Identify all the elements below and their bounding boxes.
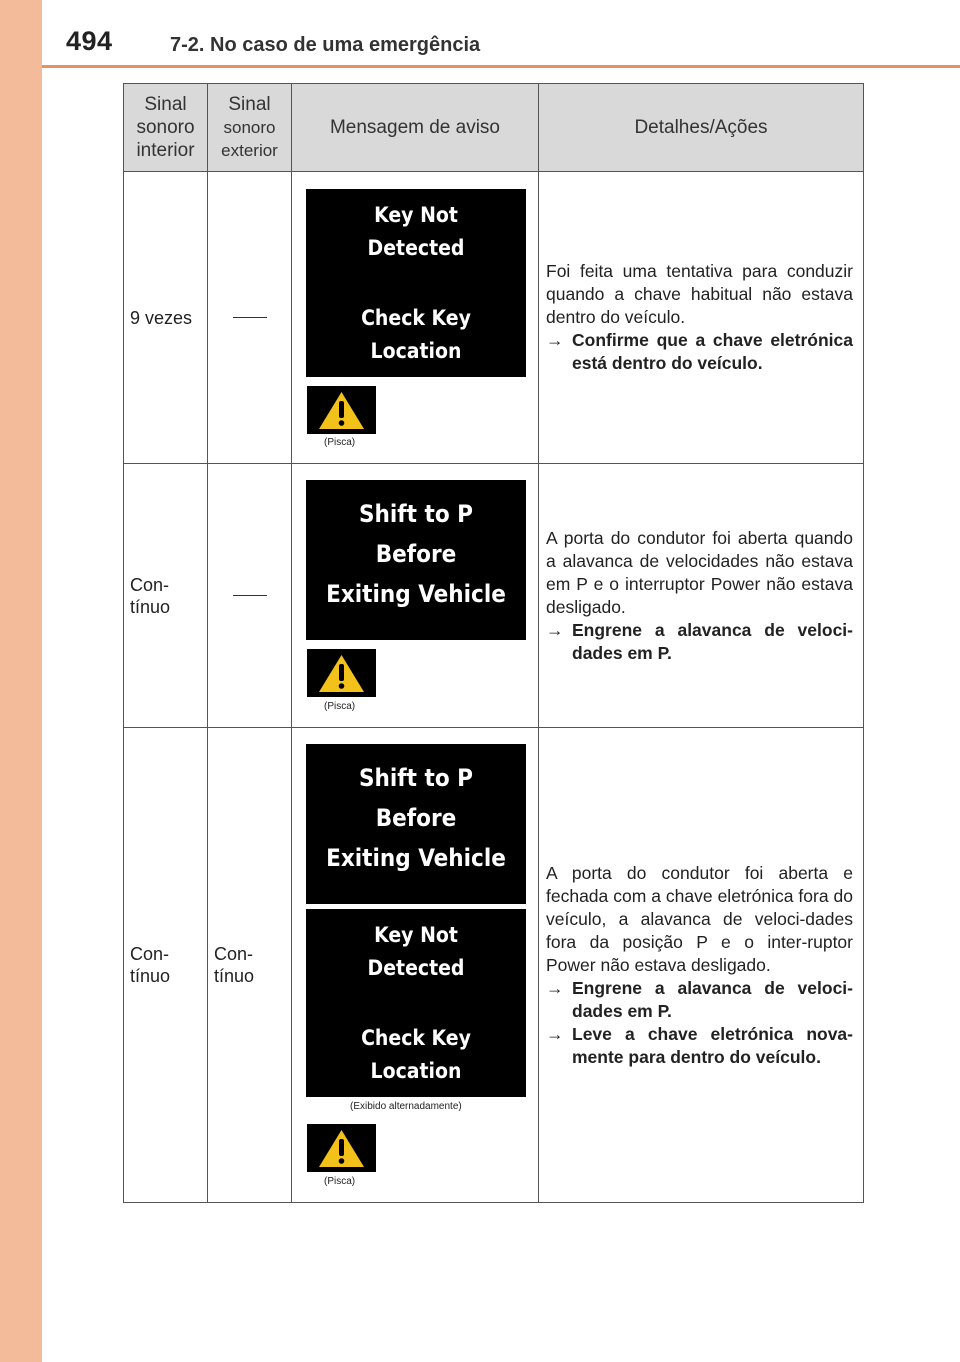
interior-beep bbox=[124, 728, 208, 1203]
header-message: Mensagem de aviso bbox=[292, 84, 539, 172]
display-line: Detected bbox=[367, 236, 465, 260]
table-row bbox=[124, 728, 864, 1203]
table-row bbox=[124, 464, 864, 728]
arrow-icon: → bbox=[546, 330, 564, 350]
exterior-beep bbox=[208, 464, 292, 728]
details-description: A porta do condutor foi aberta quando a alavanca de velocidades não estava em P e o interruptor Power não estava desligado. bbox=[546, 527, 853, 617]
details-description: Foi feita uma tentativa para conduzir quando a chave habitual não estava dentro do veículo. bbox=[546, 261, 853, 327]
details-action bbox=[546, 329, 853, 375]
details-action bbox=[546, 1023, 853, 1069]
display-shift-to-p bbox=[306, 480, 526, 640]
header-divider bbox=[42, 65, 960, 68]
interior-beep bbox=[124, 172, 208, 464]
display-line: Location bbox=[370, 1059, 462, 1083]
message-cell bbox=[292, 464, 539, 728]
warning-triangle-icon bbox=[307, 649, 376, 697]
table-header-row bbox=[124, 84, 864, 172]
exterior-beep bbox=[208, 172, 292, 464]
details-action bbox=[546, 977, 853, 1023]
interior-beep bbox=[124, 464, 208, 728]
no-beep-dash bbox=[233, 595, 267, 596]
details-cell bbox=[539, 464, 864, 728]
interior-beep-l2: tínuo bbox=[130, 596, 171, 617]
exterior-beep bbox=[208, 728, 292, 1203]
page-number: 494 bbox=[66, 26, 113, 56]
display-line: Shift to P bbox=[358, 500, 474, 528]
display-line: Exiting Vehicle bbox=[326, 580, 506, 608]
display-key-not-detected bbox=[306, 189, 526, 377]
display-line: Key Not bbox=[374, 923, 458, 947]
blink-caption: (Pisca) bbox=[324, 1176, 356, 1187]
interior-beep-l2: tínuo bbox=[130, 966, 171, 986]
blink-caption: (Pisca) bbox=[324, 701, 356, 712]
header-exterior-l2: sonoro bbox=[223, 118, 276, 137]
header-interior-l1: Sinal bbox=[144, 94, 187, 115]
arrow-icon: → bbox=[546, 619, 564, 640]
display-line: Check Key bbox=[361, 306, 471, 330]
details-cell bbox=[539, 728, 864, 1203]
warning-triangle-icon bbox=[307, 386, 376, 434]
display-line: Before bbox=[375, 804, 457, 832]
header-exterior-l3: exterior bbox=[221, 141, 278, 160]
no-beep-dash bbox=[233, 317, 267, 318]
display-line: Key Not bbox=[374, 203, 458, 227]
display-line: Check Key bbox=[361, 1026, 471, 1050]
side-tab-strip bbox=[0, 0, 42, 1362]
warning-triangle-icon bbox=[307, 1124, 376, 1172]
details-action bbox=[546, 619, 853, 665]
arrow-icon: → bbox=[546, 977, 564, 998]
action-text: Leve a chave eletrónica nova-mente para dentro do veículo. bbox=[572, 1023, 853, 1067]
display-line: Detected bbox=[367, 956, 465, 980]
header-exterior-l1: Sinal bbox=[228, 94, 271, 115]
interior-beep-text: 9 vezes bbox=[130, 307, 193, 328]
display-line: Before bbox=[375, 540, 457, 568]
warning-table bbox=[123, 83, 864, 1203]
arrow-icon: → bbox=[546, 1023, 564, 1044]
action-text: Engrene a alavanca de veloci-dades em P. bbox=[572, 619, 853, 663]
table-row bbox=[124, 172, 864, 464]
details-description: A porta do condutor foi aberta e fechada com a chave eletrónica fora do veículo, a alavanca de veloci-dades fora da posição P e o inter-ruptor Power não estava desligado. bbox=[546, 862, 853, 975]
header-interior bbox=[124, 84, 208, 172]
message-cell bbox=[292, 172, 539, 464]
action-text: Engrene a alavanca de veloci-dades em P. bbox=[572, 977, 853, 1021]
page-header bbox=[42, 0, 960, 66]
interior-beep-l1: Con- bbox=[130, 944, 170, 964]
header-interior-l2: sonoro bbox=[136, 117, 195, 138]
message-cell bbox=[292, 728, 539, 1203]
display-key-not-detected bbox=[306, 909, 526, 1097]
display-line: Location bbox=[370, 339, 462, 363]
section-title: 7-2. No caso de uma emergência bbox=[170, 34, 481, 56]
alternate-caption: (Exibido alternadamente) bbox=[350, 1101, 462, 1112]
blink-caption: (Pisca) bbox=[324, 437, 356, 448]
header-exterior bbox=[208, 84, 292, 172]
display-shift-to-p bbox=[306, 744, 526, 904]
exterior-beep-l2: tínuo bbox=[214, 966, 255, 986]
display-line: Exiting Vehicle bbox=[326, 844, 506, 872]
header-details: Detalhes/Ações bbox=[539, 84, 864, 172]
action-text: Confirme que a chave eletrónica está dentro do veículo. bbox=[572, 330, 853, 373]
exterior-beep-l1: Con- bbox=[214, 944, 254, 964]
interior-beep-l1: Con- bbox=[130, 574, 170, 595]
display-line: Shift to P bbox=[358, 764, 474, 792]
details-cell bbox=[539, 172, 864, 464]
header-interior-l3: interior bbox=[136, 140, 195, 161]
